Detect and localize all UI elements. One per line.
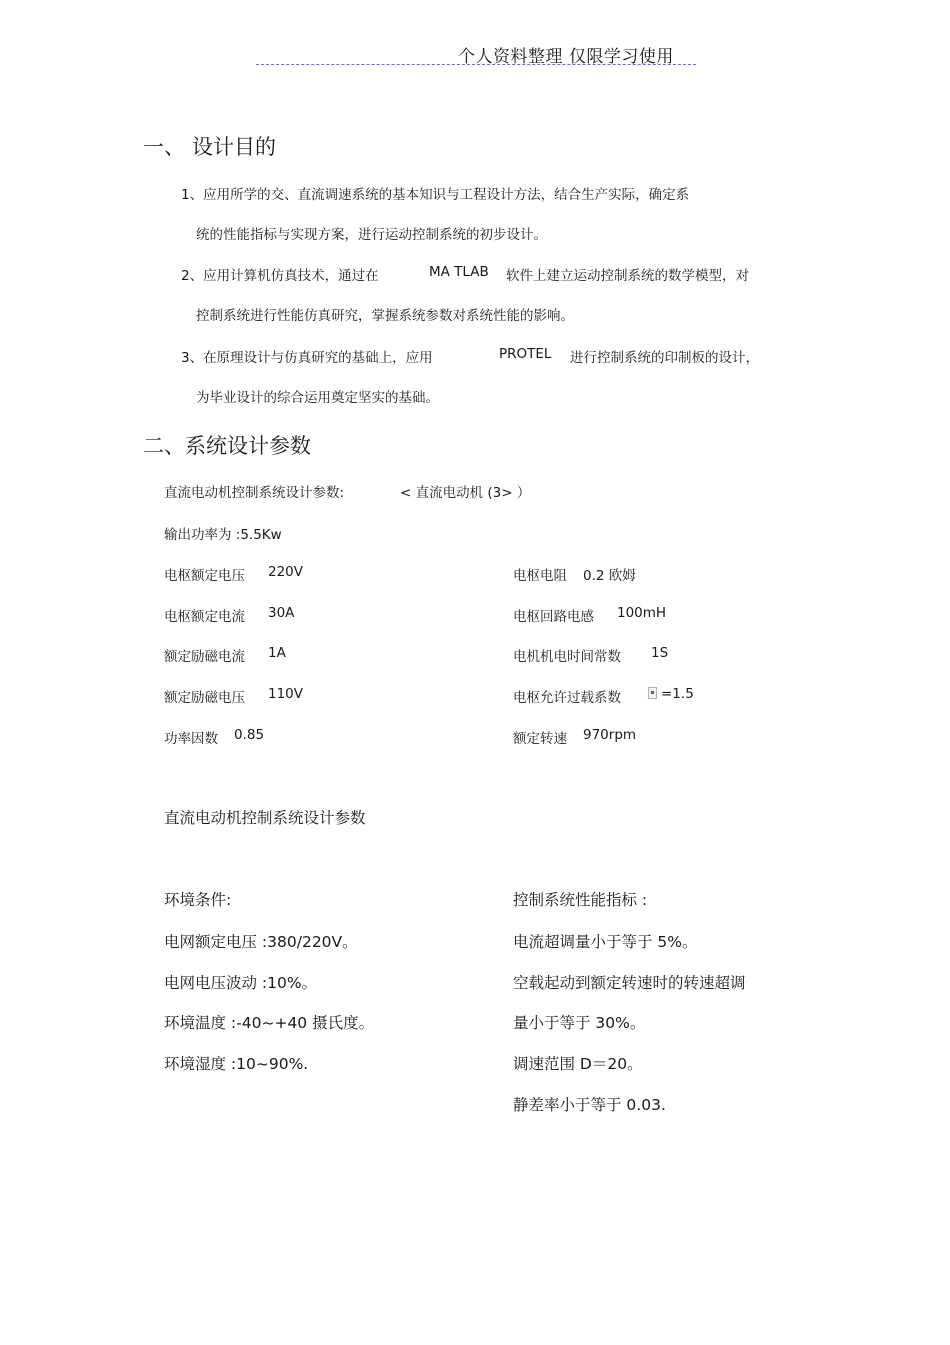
param-value: 30A xyxy=(268,605,295,621)
item1-line2: 统的性能指标与实现方案，进行运动控制系统的初步设计。 xyxy=(196,227,547,243)
param-value: 1A xyxy=(268,645,286,661)
param-label: 电枢电阻 xyxy=(513,568,567,584)
item3-line2: 为毕业设计的综合运用奠定坚实的基础。 xyxy=(196,390,439,406)
intro-label: 直流电动机控制系统设计参数: xyxy=(164,485,345,501)
item2-number-text: 2、应用计算机仿真技术，通过在 xyxy=(181,268,379,284)
param-label: 电枢允许过载系数 xyxy=(513,690,621,706)
subheading: 直流电动机控制系统设计参数 xyxy=(164,809,366,827)
section2-title: 二、系统设计参数 xyxy=(143,434,311,458)
param-label: 功率因数 xyxy=(164,731,218,747)
perf-line: 静差率小于等于 0.03. xyxy=(513,1096,666,1114)
param-label: 电枢额定电压 xyxy=(164,568,245,584)
param-label: 额定励磁电流 xyxy=(164,649,245,665)
env-line: 环境温度 :-40~+40 摄氏度。 xyxy=(164,1014,375,1032)
intro-value: < 直流电动机 (3> ） xyxy=(400,485,531,501)
header-dashed-rule xyxy=(256,64,696,65)
param-label: 额定励磁电压 xyxy=(164,690,245,706)
param-value: 110V xyxy=(268,686,304,702)
env-line: 环境湿度 :10~90%. xyxy=(164,1055,309,1073)
param-value-with-symbol xyxy=(648,686,694,702)
item3-number-text: 3、在原理设计与仿真研究的基础上，应用 xyxy=(181,350,433,366)
env-line: 电网额定电压 :380/220V。 xyxy=(164,933,358,951)
param-value: =1.5 xyxy=(661,686,694,702)
perf-line: 空载起动到额定转速时的转速超调 xyxy=(513,974,746,992)
section1-title: 设计目的 xyxy=(192,135,276,159)
perf-line: 调速范围 D＝20。 xyxy=(513,1055,643,1073)
section1-number: 一、 xyxy=(143,135,185,159)
broken-image-icon xyxy=(648,687,657,699)
perf-line: 量小于等于 30%。 xyxy=(513,1014,646,1032)
param-value: 100mH xyxy=(617,605,667,621)
env-line: 电网电压波动 :10%。 xyxy=(164,974,318,992)
page-header: 个人资料整理 仅限学习使用 xyxy=(458,47,674,67)
param-label: 电枢额定电流 xyxy=(164,609,245,625)
env-title: 环境条件: xyxy=(164,891,232,909)
output-power: 输出功率为 :5.5Kw xyxy=(164,527,282,543)
param-value: 0.2 欧姆 xyxy=(583,568,636,584)
param-label: 额定转速 xyxy=(513,731,567,747)
item3-tool: PROTEL xyxy=(499,346,552,362)
param-value: 970rpm xyxy=(583,727,637,743)
param-value: 1S xyxy=(651,645,669,661)
perf-title: 控制系统性能指标 : xyxy=(513,891,648,909)
item3-rest: 进行控制系统的印制板的设计， xyxy=(570,350,759,366)
item1-line1: 1、应用所学的交、直流调速系统的基本知识与工程设计方法，结合生产实际，确定系 xyxy=(181,187,690,203)
item2-rest: 软件上建立运动控制系统的数学模型，对 xyxy=(506,268,749,284)
item2-tool: MA TLAB xyxy=(429,264,489,280)
param-value: 0.85 xyxy=(234,727,265,743)
perf-line: 电流超调量小于等于 5%。 xyxy=(513,933,698,951)
param-label: 电枢回路电感 xyxy=(513,609,594,625)
param-label: 电机机电时间常数 xyxy=(513,649,621,665)
param-value: 220V xyxy=(268,564,304,580)
item2-line2: 控制系统进行性能仿真研究，掌握系统参数对系统性能的影响。 xyxy=(196,308,574,324)
